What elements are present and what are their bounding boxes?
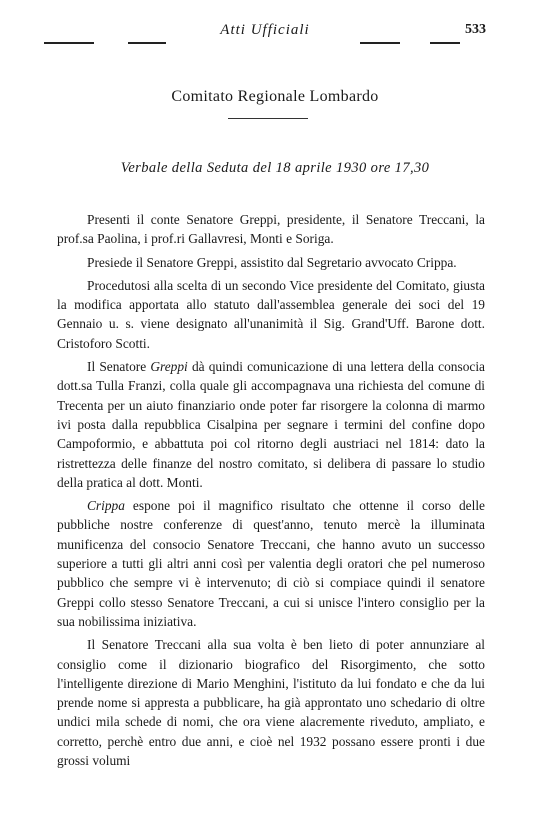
paragraph-crippa-conferences [57,496,485,631]
title-underline [228,118,308,119]
header-rule-right [360,42,400,44]
header-rule-right-2 [430,42,460,44]
paragraph-vice-president: Procedutosi alla scelta di un secondo Vice presidente del Comitato, giusta la modifica apportata allo statuto dall'assemblea generale dei soci del 19 Gennaio u. s. viene designato all'unanimità il Sig. Grand'Uff. Barone dott. Cristoforo Scotti. [57,277,485,351]
paragraph-lead: Il Senatore [87,359,151,375]
speaker-name: Greppi [150,359,188,375]
paragraph-chair: Presiede il Senatore Greppi, assistito dal Segretario avvocato Crippa. [87,254,457,270]
section-title: Comitato Regionale Lombardo [171,88,379,105]
paragraph-text: dà quindi comunicazione di una lettera della consocia dott.sa Tulla Franzi, colla quale gli accompagnava una richiesta del comune di Trecenta per un aiuto finanziario onde poter far risorgere la colonna di marmo ivi posta dalla repubblica Cisalpina per segnare i termini del confine dopo Campoformio, e abbattuta poi col ritorno degli austriaci nel 1814: dato la ristrettezza delle finanze del nostro comitato, si delibera di passare lo studio della pratica al dott. Monti. [57,359,485,490]
speaker-name: Crippa [87,498,125,514]
paragraph-greppi-letter [57,357,485,492]
paragraph-text: espone poi il magnifico risultato che ottenne il corso delle pubbliche nostre conferenze di quest'anno, tenuto mercè la illuminata munificenza del consocio Senatore Treccani, che hanno avuto un successo superiore a tutti gli altri anni così per valentia degli oratori che pel numeroso pubblico che sempre vi è intervenuto; di ciò si compiace quindi il senatore Greppi collo stesso Senatore Treccani, a cui si unisce l'intero consiglio per la sua nobilissima iniziativa. [57,498,485,629]
meeting-subtitle: Verbale della Seduta del 18 aprile 1930 ore 17,30 [120,160,430,176]
header-rule-left [44,42,94,44]
minutes-body [57,210,485,774]
paragraph-treccani-dictionary: Il Senatore Treccani alla sua volta è ben lieto di poter annunziare al consiglio come il dizionario biografico del Risorgimento, che sotto l'intelligente direzione di Mario Menghini, l'istituto da lui fondato e che da lui prende nome si appresta a pubblicare, ha già approntato uno schedario di oltre undici mila schede di nomi, che ora viene alacremente riveduto, ampliato, e corretto, perchè entro due anni, e cioè nel 1932 possano essere pronti i due grossi volumi [57,637,485,769]
header-title: Atti Ufficiali [220,22,310,38]
running-header [0,14,550,44]
paragraph-attendance: Presenti il conte Senatore Greppi, presidente, il Senatore Treccani, la prof.sa Paolina, i prof.ri Gallavresi, Monti e Soriga. [57,212,485,247]
header-rule-left-2 [128,42,166,44]
page-number: 533 [465,22,486,37]
